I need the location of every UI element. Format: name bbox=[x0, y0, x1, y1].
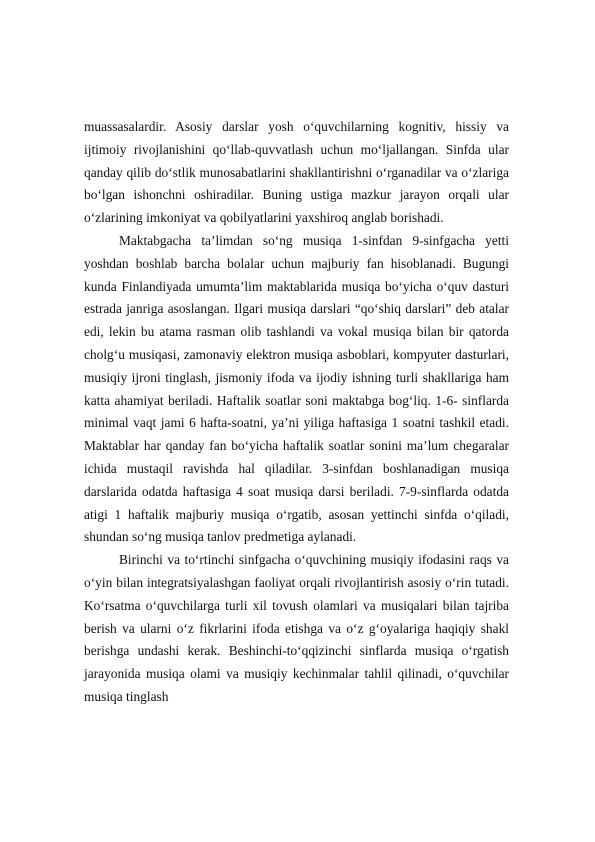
paragraph-grades-1-4: Birinchi va to‘rtinchi sinfgacha o‘quvchining musiqiy ifodasini raqs va o‘yin bilan integratsiyalashgan faoliyat orqali rivojlantirish asosiy o‘rin tutadi. Ko‘rsatma o‘quvchilarga turli xil tovush olamlari va musiqalari bilan tajriba berish va ularni o‘z fikrlarini ifoda etishga va o‘z g‘oyalariga haqiqiy shakl berishga undashi kerak. Beshinchi-to‘qqizinchi sinflarda musiqa o‘rgatish jarayonida musiqa olami va musiqiy kechinmalar tahlil qilinadi, o‘quvchilar musiqa tinglash bbox=[84, 552, 509, 704]
body-text bbox=[84, 116, 509, 709]
paragraph-continuation: muassasalardir. Asosiy darslar yosh o‘quvchilarning kognitiv, hissiy va ijtimoiy rivojlanishini qo‘llab-quvvatlash uchun mo‘ljallangan. Sinfda ular qanday qilib do‘stlik munosabatlarini shakllantirishni o‘rganadilar va o‘zlariga bo‘lgan ishonchni oshiradilar. Buning ustiga mazkur jarayon orqali ular o‘zlarining imkoniyat va qobilyatlarini yaxshiroq anglab borishadi. bbox=[84, 119, 509, 226]
paragraph-music-curriculum: Maktabgacha ta’limdan so‘ng musiqa 1-sinfdan 9-sinfgacha yetti yoshdan boshlab barcha bolalar uchun majburiy fan hisoblanadi. Bugungi kunda Finlandiyada umumta’lim maktablarida musiqa bo‘yicha o‘quv dasturi estrada janriga asoslangan. Ilgari musiqa darslari “qo‘shiq darslari” deb atalar edi, lekin bu atama rasman olib tashlandi va vokal musiqa bilan bir qatorda cholg‘u musiqasi, zamonaviy elektron musiqa asboblari, kompyuter dasturlari, musiqiy ijroni tinglash, jismoniy ifoda va ijodiy ishning turli shakllariga ham katta ahamiyat beriladi. Haftalik soatlar soni maktabga bog‘liq. 1-6- sinflarda minimal vaqt jami 6 hafta-soatni, ya’ni yiliga haftasiga 1 soatni tashkil etadi. Maktablar har qanday fan bo‘yicha haftalik soatlar sonini ma’lum chegaralar ichida mustaqil ravishda hal qiladilar. 3-sinfdan boshlanadigan musiqa darslarida odatda haftasiga 4 soat musiqa darsi beriladi. 7-9-sinflarda odatda atigi 1 haftalik majburiy musiqa o‘rgatib, asosan yettinchi sinfda o‘qiladi, shundan so‘ng musiqa tanlov predmetiga aylanadi. bbox=[84, 232, 509, 545]
